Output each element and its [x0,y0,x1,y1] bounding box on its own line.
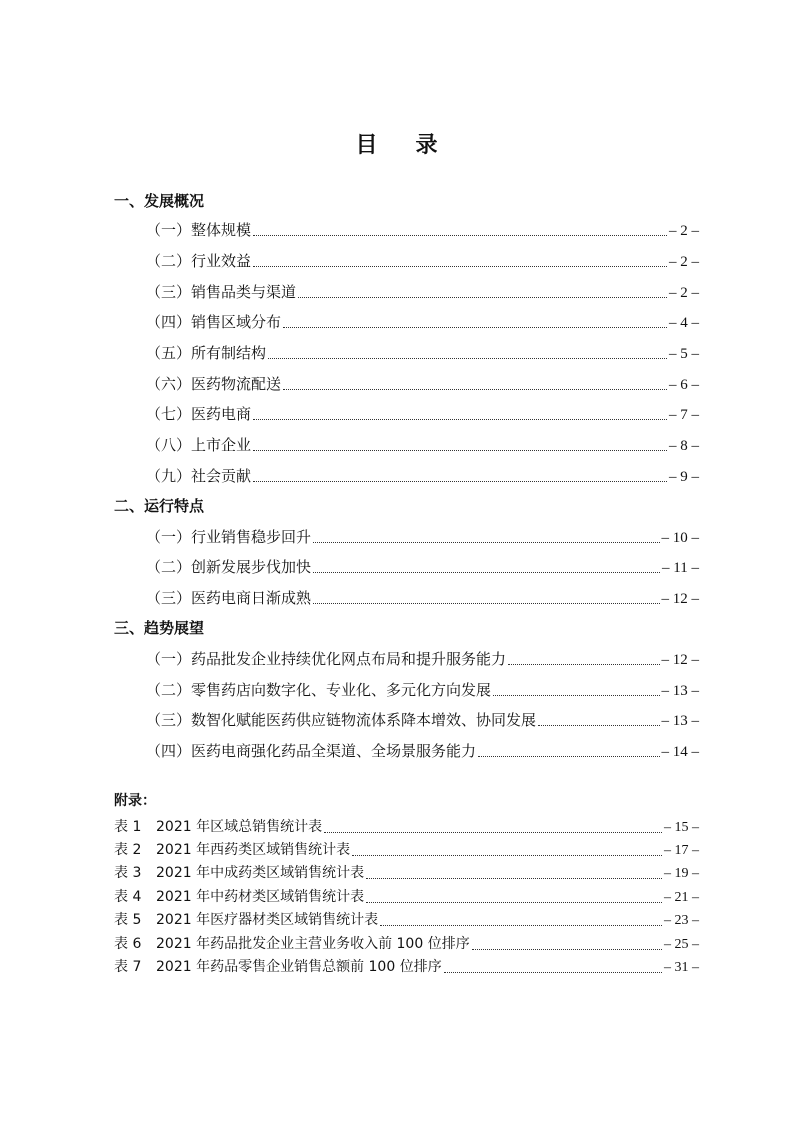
appendix-entry-page: – 31 – [664,960,699,975]
toc-entry-page: – 5 – [669,346,699,362]
dot-leader [298,297,667,298]
toc-entry-label: （二）创新发展步伐加快 [146,558,312,576]
section-heading: 一、发展概况 [114,192,205,210]
toc-entry-page: – 13 – [661,713,699,729]
toc-entry[interactable] [146,557,699,578]
toc-entry-page: – 6 – [669,377,699,393]
toc-entry-label: （一）行业销售稳步回升 [146,528,312,546]
appendix-entry[interactable] [114,887,699,908]
toc-entry-page: – 2 – [669,254,699,270]
toc-entry[interactable] [146,710,699,731]
toc-entry-page: – 7 – [669,407,699,423]
dot-leader [253,419,667,420]
toc-entry[interactable] [146,435,699,456]
toc-entry[interactable] [146,312,699,333]
toc-entry[interactable] [146,343,699,364]
dot-leader [380,925,662,926]
appendix-entry-page: – 15 – [664,820,699,835]
dot-leader [366,878,662,879]
dot-leader [366,902,662,903]
appendix-entry-label: 2021 年药品批发企业主营业务收入前 100 位排序 [156,936,470,952]
appendix-entry-page: – 17 – [664,843,699,858]
table-number: 表 3 [114,865,142,881]
toc-entry-label: （九）社会贡献 [146,467,252,485]
dot-leader [478,756,659,757]
appendix-entry-label: 2021 年中成药类区域销售统计表 [156,865,365,881]
appendix-entry-label: 2021 年医疗器材类区域销售统计表 [156,912,379,928]
toc-entry[interactable] [146,680,699,701]
toc-entry[interactable] [146,282,699,303]
toc-entry-label: （四）医药电商强化药品全渠道、全场景服务能力 [146,742,477,760]
toc-entry[interactable] [146,649,699,670]
toc-entry-label: （四）销售区域分布 [146,313,282,331]
dot-leader [444,972,662,973]
appendix-heading: 附录： [114,793,156,809]
toc-entry[interactable] [146,404,699,425]
toc-entry-label: （三）销售品类与渠道 [146,283,297,301]
dot-leader [324,832,662,833]
toc-entry[interactable] [146,466,699,487]
toc-entry-label: （七）医药电商 [146,405,252,423]
toc-entry-page: – 12 – [661,591,699,607]
table-number: 表 5 [114,912,142,928]
appendix-entry-page: – 21 – [664,890,699,905]
toc-entry[interactable] [146,251,699,272]
toc-entry-page: – 2 – [669,285,699,301]
toc-entry[interactable] [146,588,699,609]
dot-leader [253,266,667,267]
toc-entry-page: – 13 – [661,683,699,699]
table-number: 表 4 [114,889,142,905]
appendix-entry-label: 2021 年西药类区域销售统计表 [156,842,351,858]
appendix-entry[interactable] [114,934,699,955]
table-number: 表 2 [114,842,142,858]
toc-entry-page: – 14 – [661,744,699,760]
toc-entry-page: – 4 – [669,315,699,331]
toc-entry[interactable] [146,374,699,395]
appendix-entry[interactable] [114,840,699,861]
appendix-entry-page: – 19 – [664,866,699,881]
dot-leader [538,725,659,726]
toc-entry-label: （二）零售药店向数字化、专业化、多元化方向发展 [146,681,492,699]
toc-entry-label: （三）数智化赋能医药供应链物流体系降本增效、协同发展 [146,711,537,729]
appendix-entry[interactable] [114,957,699,978]
dot-leader [493,695,659,696]
appendix-entry-label: 2021 年中药材类区域销售统计表 [156,889,365,905]
toc-entry-label: （一）整体规模 [146,221,252,239]
toc-entry-label: （八）上市企业 [146,436,252,454]
section-heading: 二、运行特点 [114,497,205,515]
toc-entry-page: – 2 – [669,223,699,239]
appendix-entry-page: – 23 – [664,913,699,928]
toc-entry[interactable] [146,220,699,241]
page-title-char: 目 [355,133,378,158]
page-title-char: 录 [415,133,438,158]
dot-leader [313,603,659,604]
toc-entry-label: （五）所有制结构 [146,344,267,362]
toc-entry-label: （六）医药物流配送 [146,375,282,393]
dot-leader [313,542,659,543]
toc-entry-page: – 11 – [662,560,699,576]
toc-entry-page: – 12 – [661,652,699,668]
toc-entry-page: – 10 – [661,530,699,546]
table-number: 表 1 [114,819,142,835]
toc-entry[interactable] [146,527,699,548]
appendix-entry[interactable] [114,910,699,931]
appendix-entry-label: 2021 年药品零售企业销售总额前 100 位排序 [156,959,442,975]
dot-leader [268,358,667,359]
appendix-entry-label: 2021 年区域总销售统计表 [156,819,323,835]
dot-leader [283,327,667,328]
table-number: 表 7 [114,959,142,975]
dot-leader [253,450,667,451]
dot-leader [472,949,662,950]
dot-leader [253,481,667,482]
section-heading: 三、趋势展望 [114,619,205,637]
appendix-entry-page: – 25 – [664,937,699,952]
dot-leader [253,235,667,236]
toc-entry-label: （一）药品批发企业持续优化网点布局和提升服务能力 [146,650,507,668]
dot-leader [313,572,660,573]
toc-entry-page: – 8 – [669,438,699,454]
toc-entry-label: （二）行业效益 [146,252,252,270]
toc-entry-label: （三）医药电商日渐成熟 [146,589,312,607]
dot-leader [283,389,667,390]
appendix-entry[interactable] [114,863,699,884]
toc-entry-page: – 9 – [669,469,699,485]
toc-entry[interactable] [146,741,699,762]
dot-leader [352,855,662,856]
dot-leader [508,664,659,665]
table-number: 表 6 [114,936,142,952]
appendix-entry[interactable] [114,817,699,838]
